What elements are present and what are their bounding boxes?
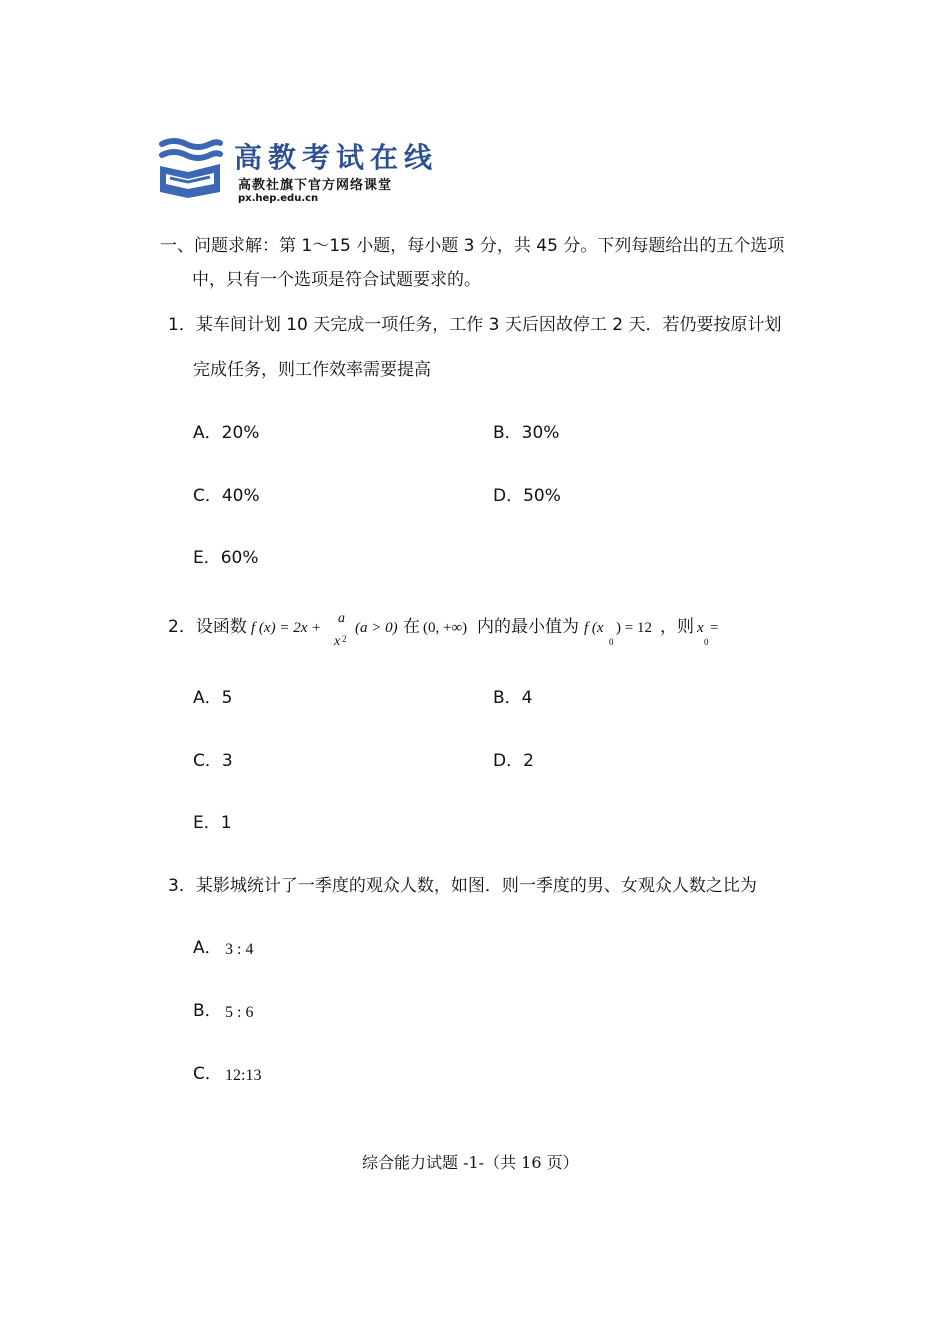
logo — [158, 136, 439, 206]
logo-emblem-icon — [158, 136, 224, 200]
q2-fx0: f (x — [584, 620, 604, 636]
q3-option-a-value: 3 : 4 — [225, 941, 254, 958]
q3-option-b-value: 5 : 6 — [225, 1004, 254, 1021]
q2-frac-denominator: x — [334, 634, 341, 649]
q3-text: 3．某影城统计了一季度的观众人数，如图．则一季度的男、女观众人数之比为 — [168, 876, 757, 896]
q2-text-ze: ，则 — [660, 617, 694, 637]
q2-prefix: 2．设函数 — [168, 617, 247, 637]
q2-option-d[interactable]: D．2 — [493, 751, 534, 771]
q2-x0: x — [697, 620, 704, 636]
q2-condition: (a > 0) — [355, 620, 398, 636]
q1-line1: 1．某车间计划 10 天完成一项任务，工作 3 天后因故停工 2 天．若仍要按原计划 — [168, 315, 782, 335]
q3-option-c-label[interactable]: C． — [193, 1064, 222, 1084]
q1-option-c[interactable]: C．40% — [193, 486, 260, 506]
q1-option-e[interactable]: E．60% — [193, 548, 259, 568]
q3-option-a-label[interactable]: A． — [193, 938, 222, 958]
q2-text-min: 内的最小值为 — [477, 617, 579, 637]
page-footer: 综合能力试题 -1-（共 16 页） — [362, 1153, 579, 1172]
q2-option-c[interactable]: C．3 — [193, 751, 233, 771]
q2-interval: (0, +∞) — [423, 620, 468, 636]
q2-frac-numerator: a — [338, 611, 345, 626]
q1-line2: 完成任务，则工作效率需要提高 — [193, 360, 431, 380]
logo-subtitle: 高教社旗下官方网络课堂 — [238, 178, 393, 193]
section-header-line1: 一、问题求解：第 1～15 小题，每小题 3 分，共 45 分。下列每题给出的五个选项 — [160, 236, 785, 256]
q2-option-a[interactable]: A．5 — [193, 688, 233, 708]
q1-option-a[interactable]: A．20% — [193, 423, 260, 443]
q3-option-c-value: 12:13 — [225, 1067, 262, 1084]
q2-option-e[interactable]: E．1 — [193, 813, 232, 833]
q2-frac-exponent: 2 — [342, 634, 347, 644]
q2-fx0-value: ) = 12 — [616, 620, 652, 636]
q2-text-zai: 在 — [403, 617, 420, 637]
logo-title: 高教考试在线 — [234, 141, 439, 174]
q2-x0-equals: = — [710, 620, 719, 636]
q2-option-b[interactable]: B．4 — [493, 688, 533, 708]
q2-fx0-subscript: 0 — [609, 637, 614, 647]
logo-url: px.hep.edu.cn — [238, 193, 319, 204]
section-header-line2: 中，只有一个选项是符合试题要求的。 — [192, 270, 481, 290]
q1-option-d[interactable]: D．50% — [493, 486, 561, 506]
q3-option-b-label[interactable]: B． — [193, 1001, 222, 1021]
q2-function: f (x) = 2x + — [251, 620, 322, 636]
q1-option-b[interactable]: B．30% — [493, 423, 560, 443]
q2-x0-subscript: 0 — [704, 637, 709, 647]
